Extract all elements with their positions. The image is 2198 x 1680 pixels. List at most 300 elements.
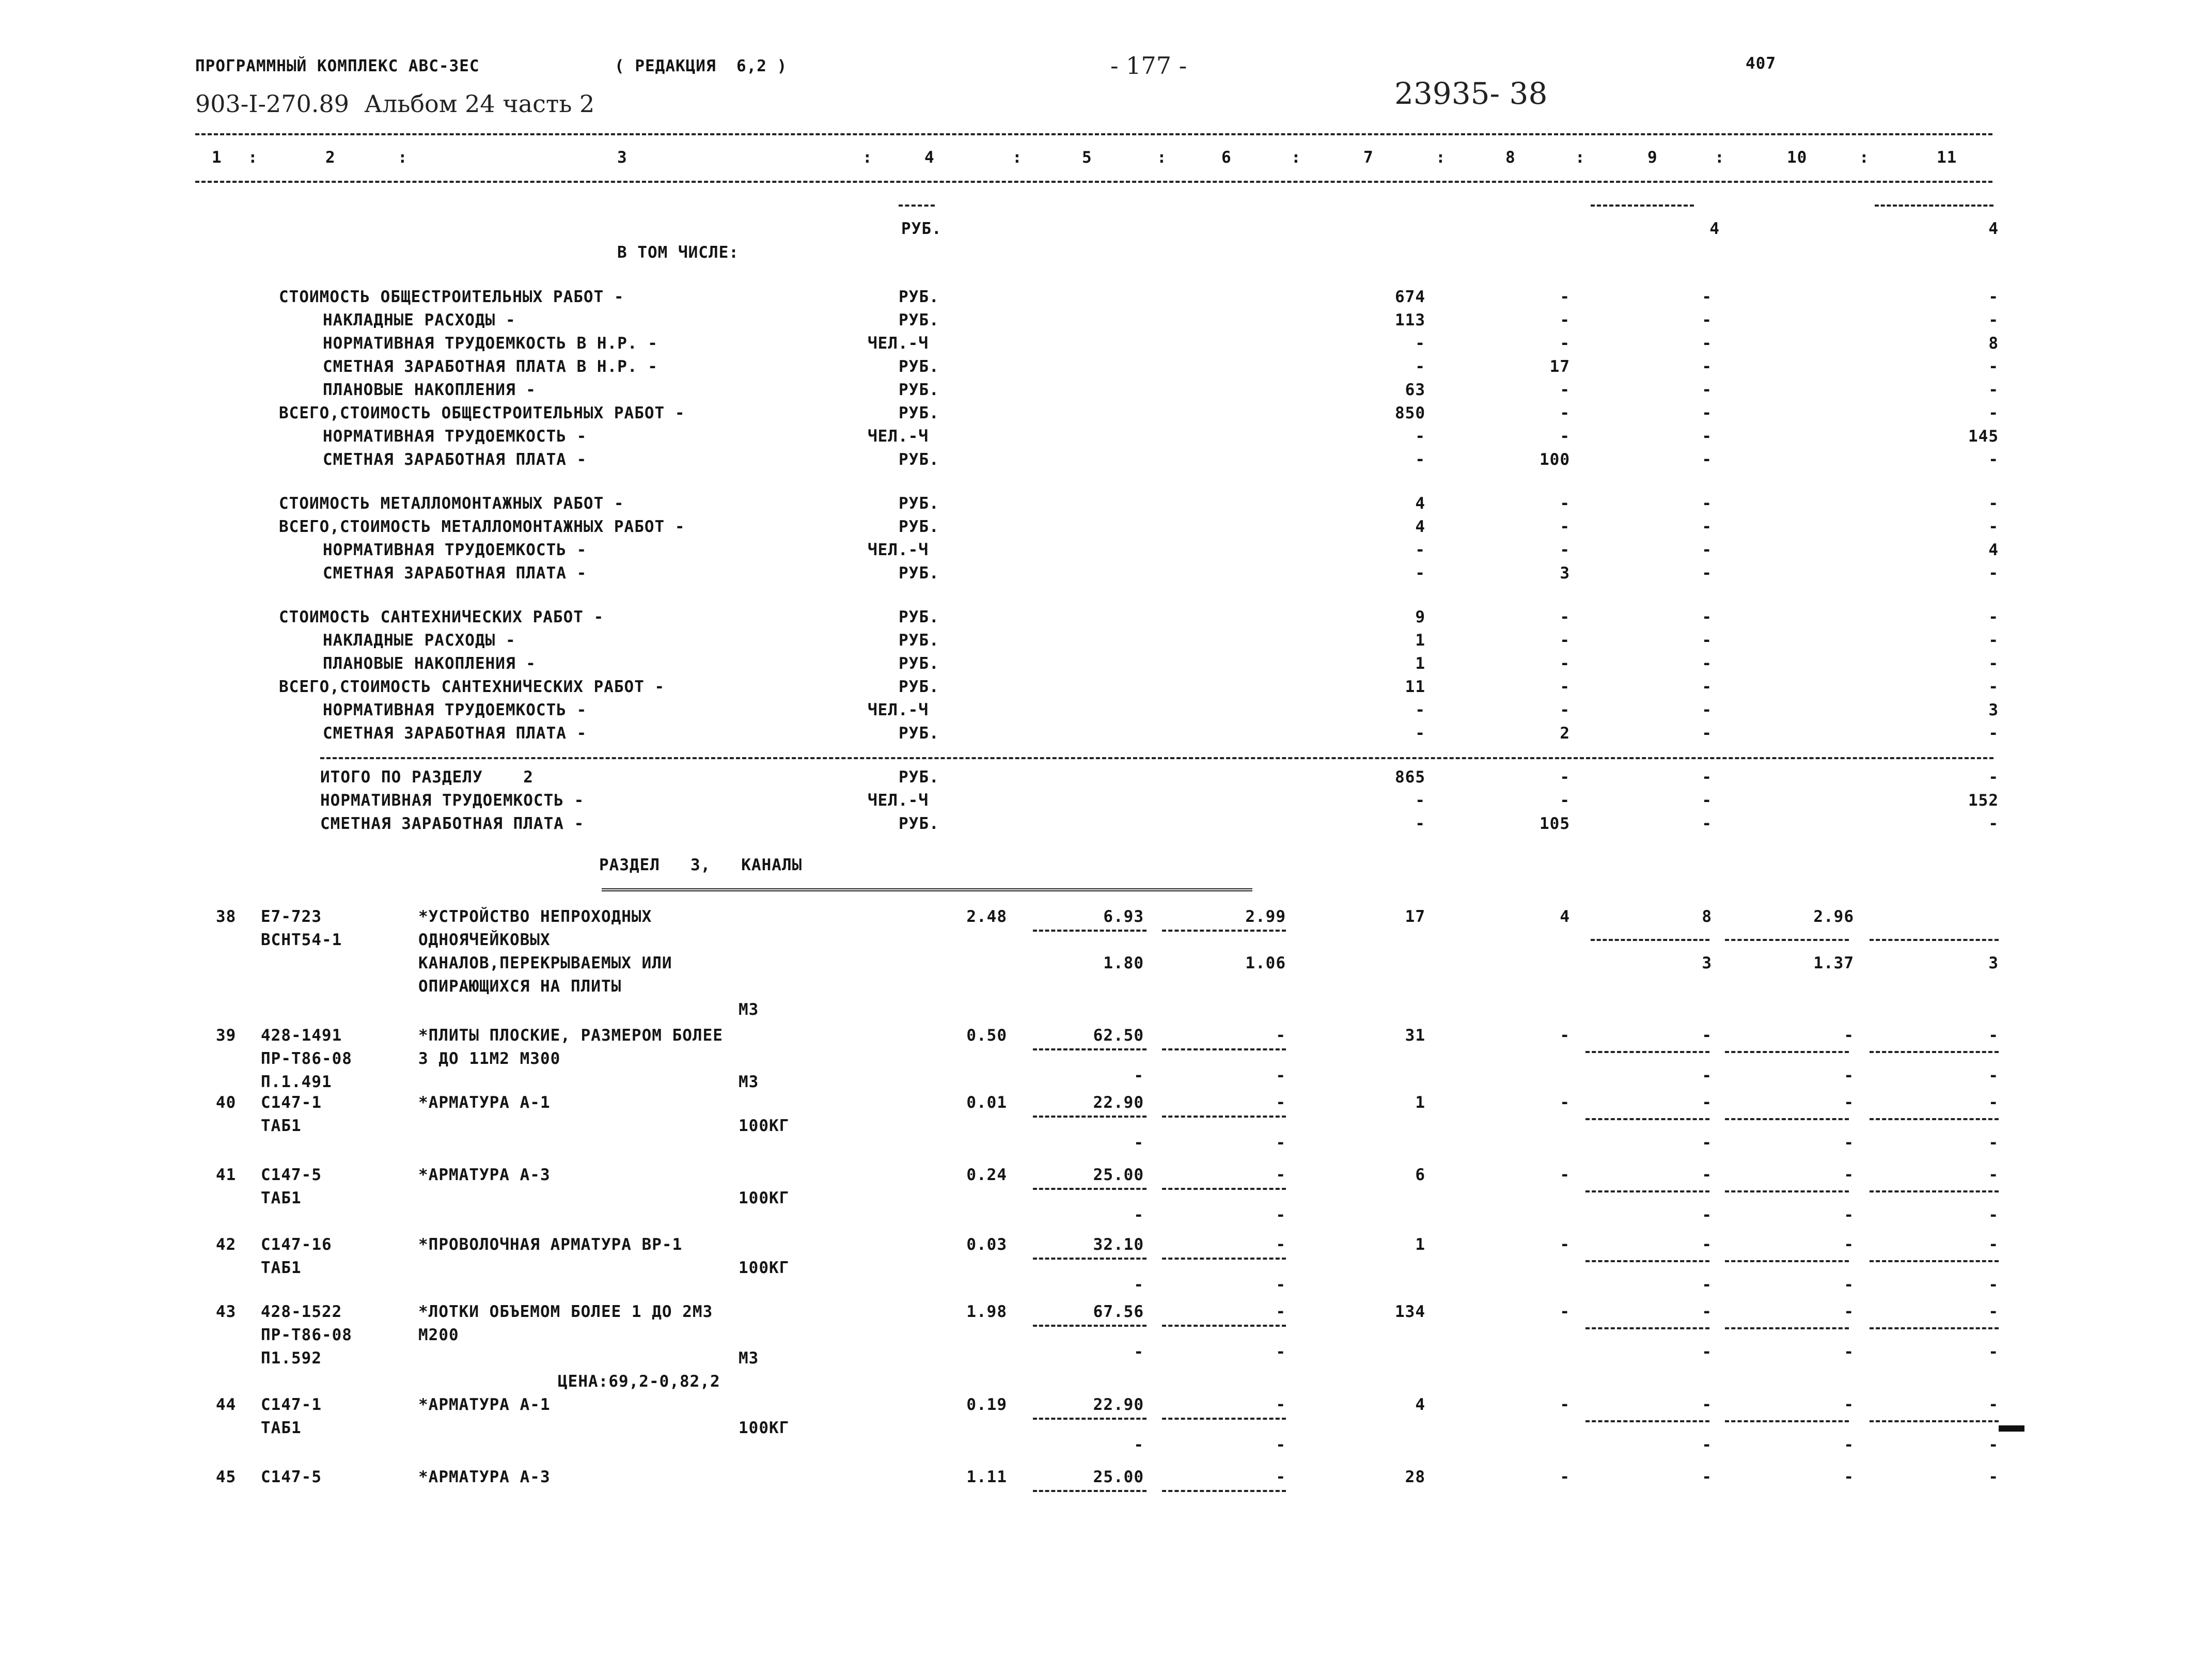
summary-row-label: СМЕТНАЯ ЗАРАБОТНАЯ ПЛАТА - [323,450,587,469]
item-unit: М3 [739,1073,759,1091]
summary-row-label: СМЕТНАЯ ЗАРАБОТНАЯ ПЛАТА В Н.Р. - [323,357,658,376]
summary-col8: - [1560,678,1570,696]
item-col8: - [1560,1395,1570,1414]
item-code-2: ВСНТ54-1 [261,931,342,949]
page-number: - 177 - [1110,52,1187,80]
total-col11: - [1988,768,1999,787]
summary-col9: - [1702,450,1712,469]
column-separator: : [398,148,408,167]
including-label: В ТОМ ЧИСЛЕ: [617,243,739,262]
item-unit: 100КГ [739,1117,790,1135]
item-col10-b: - [1844,1134,1854,1152]
summary-col8: - [1560,404,1570,422]
summary-col7: - [1415,357,1425,376]
item-col6: - [1276,1166,1286,1184]
item-col5-b: - [1134,1343,1144,1361]
total-row-label: НОРМАТИВНАЯ ТРУДОЕМКОСТЬ - [320,791,585,810]
total-col8: - [1560,791,1570,810]
item-col9-b: - [1702,1436,1712,1454]
item-unit: 100КГ [739,1189,790,1207]
summary-row-unit: ЧЕЛ.-Ч [868,701,929,719]
cell-rule [1033,1258,1147,1260]
column-header-3: 3 [617,148,627,167]
item-col10: - [1844,1235,1854,1254]
scan-mark [1999,1425,2024,1432]
summary-col8: - [1560,608,1570,626]
item-col10-b: - [1844,1276,1854,1294]
item-description: 3 ДО 11М2 М300 [418,1049,561,1068]
item-col6: - [1276,1026,1286,1045]
column-header-6: 6 [1221,148,1232,167]
item-col5: 67.56 [1093,1302,1144,1321]
item-col9: - [1702,1395,1712,1414]
item-col6-b: - [1276,1134,1286,1152]
summary-col7: 4 [1415,494,1425,513]
item-col9-b: 3 [1702,954,1712,972]
item-code-2: ТАБ1 [261,1117,302,1135]
item-number: 44 [216,1395,237,1414]
item-description: *АРМАТУРА А-1 [418,1395,551,1414]
top-col11: 4 [1988,219,1999,238]
item-col6: - [1276,1093,1286,1112]
item-col4: 1.98 [966,1302,1007,1321]
cell-rule [1033,1048,1147,1050]
column-header-4: 4 [924,148,935,167]
cell-rule [1033,1325,1147,1327]
item-col5: 32.10 [1093,1235,1144,1254]
summary-row-unit: РУБ. [899,450,939,469]
summary-row-label: СТОИМОСТЬ ОБЩЕСТРОИТЕЛЬНЫХ РАБОТ - [279,288,624,306]
summary-col11: - [1988,450,1999,469]
cell-rule [1870,1190,1999,1192]
summary-row-unit: РУБ. [899,608,939,626]
item-col7: 1 [1415,1235,1425,1254]
summary-col8: 100 [1540,450,1570,469]
summary-col9: - [1702,334,1712,353]
summary-row-label: СМЕТНАЯ ЗАРАБОТНАЯ ПЛАТА - [323,564,587,583]
summary-col9: - [1702,631,1712,650]
item-col11-b: - [1988,1343,1999,1361]
small-rule [1591,205,1694,207]
item-number: 45 [216,1468,237,1486]
item-col6-b: - [1276,1276,1286,1294]
item-col10-b: 1.37 [1813,954,1854,972]
item-col6: - [1276,1302,1286,1321]
summary-col9: - [1702,288,1712,306]
item-col11: - [1988,1235,1999,1254]
cell-rule [1162,1325,1286,1327]
summary-row-unit: РУБ. [899,724,939,743]
item-col8: - [1560,1302,1570,1321]
item-description: *УСТРОЙСТВО НЕПРОХОДНЫХ [418,907,652,926]
summary-col9: - [1702,701,1712,719]
summary-col11: - [1988,357,1999,376]
item-code-2: ТАБ1 [261,1259,302,1277]
cell-rule [1033,930,1147,932]
summary-row-label: ПЛАНОВЫЕ НАКОПЛЕНИЯ - [323,381,536,399]
summary-col8: - [1560,541,1570,559]
small-rule [899,205,935,207]
item-col10: - [1844,1093,1854,1112]
item-col11: - [1988,1093,1999,1112]
summary-col9: - [1702,517,1712,536]
cell-rule [1585,1051,1709,1053]
summary-row-label: СМЕТНАЯ ЗАРАБОТНАЯ ПЛАТА - [323,724,587,743]
summary-col11: - [1988,517,1999,536]
total-col11: - [1988,814,1999,833]
summary-col7: 1 [1415,631,1425,650]
total-row-unit: ЧЕЛ.-Ч [868,791,929,810]
section3-title: РАЗДЕЛ 3, КАНАЛЫ [599,856,803,874]
summary-col9: - [1702,564,1712,583]
item-description: *ПЛИТЫ ПЛОСКИЕ, РАЗМЕРОМ БОЛЕЕ [418,1026,723,1045]
item-number: 39 [216,1026,237,1045]
column-header-8: 8 [1505,148,1516,167]
item-number: 43 [216,1302,237,1321]
summary-col9: - [1702,724,1712,743]
item-code: С147-5 [261,1468,322,1486]
item-col8: - [1560,1166,1570,1184]
column-header-10: 10 [1787,148,1808,167]
cell-rule [1162,930,1286,932]
cell-rule [1870,1260,1999,1262]
item-col11: - [1988,1302,1999,1321]
column-header-5: 5 [1082,148,1092,167]
item-description: *АРМАТУРА А-3 [418,1468,551,1486]
item-description: КАНАЛОВ,ПЕРЕКРЫВАЕМЫХ ИЛИ [418,954,672,972]
item-col11: - [1988,1468,1999,1486]
summary-row-unit: РУБ. [899,381,939,399]
item-col5: 22.90 [1093,1395,1144,1414]
item-code: Е7-723 [261,907,322,926]
summary-col8: - [1560,631,1570,650]
cell-rule [1591,939,1709,941]
item-col4: 0.03 [966,1235,1007,1254]
summary-col8: - [1560,517,1570,536]
item-col8: 4 [1560,907,1570,926]
item-col4: 0.50 [966,1026,1007,1045]
program-title: ПРОГРАММНЫЙ КОМПЛЕКС АВС-ЗЕС [195,57,480,75]
column-separator: : [1012,148,1023,167]
total-row-unit: РУБ. [899,768,939,787]
item-col7: 31 [1405,1026,1425,1045]
summary-col11: - [1988,288,1999,306]
item-col6: - [1276,1468,1286,1486]
item-col5-b: 1.80 [1103,954,1144,972]
cell-rule [1725,1051,1849,1053]
summary-col7: 850 [1395,404,1425,422]
item-col4: 1.11 [966,1468,1007,1486]
item-col7: 134 [1395,1302,1425,1321]
cell-rule [1585,1420,1709,1422]
item-col6-b: - [1276,1066,1286,1085]
item-col6-b: - [1276,1436,1286,1454]
cell-rule [1585,1118,1709,1120]
summary-col11: - [1988,654,1999,673]
summary-col11: 4 [1988,541,1999,559]
item-col5-b: - [1134,1276,1144,1294]
item-unit: М3 [739,1349,759,1368]
summary-row-label: СТОИМОСТЬ МЕТАЛЛОМОНТАЖНЫХ РАБОТ - [279,494,624,513]
item-col11-b: - [1988,1134,1999,1152]
item-col9: 8 [1702,907,1712,926]
total-col7: - [1415,814,1425,833]
summary-col11: - [1988,564,1999,583]
summary-col11: 145 [1968,427,1999,446]
summary-col11: 8 [1988,334,1999,353]
cell-rule [1033,1418,1147,1420]
summary-row-label: ВСЕГО,СТОИМОСТЬ ОБЩЕСТРОИТЕЛЬНЫХ РАБОТ - [279,404,685,422]
item-code: С147-16 [261,1235,332,1254]
item-description: ОПИРАЮЩИХСЯ НА ПЛИТЫ [418,977,622,996]
cell-rule [1870,1118,1999,1120]
total-col11: 152 [1968,791,1999,810]
item-col5-b: - [1134,1206,1144,1224]
total-row-unit: РУБ. [899,814,939,833]
item-col11: - [1988,1166,1999,1184]
summary-col9: - [1702,654,1712,673]
summary-row-unit: РУБ. [899,517,939,536]
item-col9: - [1702,1166,1712,1184]
item-code: 428-1522 [261,1302,342,1321]
summary-row-unit: ЧЕЛ.-Ч [868,541,929,559]
summary-col8: - [1560,381,1570,399]
summary-col8: - [1560,654,1570,673]
item-unit: 100КГ [739,1259,790,1277]
cell-rule [1033,1116,1147,1118]
summary-col8: - [1560,494,1570,513]
summary-col11: - [1988,678,1999,696]
item-col4: 0.19 [966,1395,1007,1414]
column-header-2: 2 [325,148,336,167]
summary-row-label: НАКЛАДНЫЕ РАСХОДЫ - [323,631,516,650]
section3-title-underline [602,888,1252,891]
summary-col9: - [1702,357,1712,376]
summary-col9: - [1702,427,1712,446]
summary-col9: - [1702,494,1712,513]
cell-rule [1162,1258,1286,1260]
summary-col7: 9 [1415,608,1425,626]
item-code: С147-1 [261,1395,322,1414]
item-col8: - [1560,1093,1570,1112]
item-col10: - [1844,1026,1854,1045]
item-col9: - [1702,1026,1712,1045]
summary-col9: - [1702,311,1712,329]
item-code-2: ПР-Т86-08 [261,1049,352,1068]
item-number: 38 [216,907,237,926]
item-code: 428-1491 [261,1026,342,1045]
total-col8: 105 [1540,814,1570,833]
item-description: *АРМАТУРА А-3 [418,1166,551,1184]
cell-rule [1162,1116,1286,1118]
summary-col11: - [1988,724,1999,743]
item-price-note: ЦЕНА:69,2-0,82,2 [558,1372,720,1391]
item-col9: - [1702,1093,1712,1112]
summary-col7: 1 [1415,654,1425,673]
summary-col7: - [1415,541,1425,559]
summary-col8: - [1560,334,1570,353]
summary-row-label: ВСЕГО,СТОИМОСТЬ САНТЕХНИЧЕСКИХ РАБОТ - [279,678,665,696]
summary-row-unit: ЧЕЛ.-Ч [868,427,929,446]
summary-col9: - [1702,678,1712,696]
cell-rule [1162,1188,1286,1190]
summary-col7: - [1415,564,1425,583]
item-code: С147-5 [261,1166,322,1184]
cell-rule [1870,1051,1999,1053]
small-rule [1875,205,1993,207]
summary-row-label: НОРМАТИВНАЯ ТРУДОЕМКОСТЬ В Н.Р. - [323,334,658,353]
summary-col11: 3 [1988,701,1999,719]
item-code-2: ТАБ1 [261,1189,302,1207]
summary-col11: - [1988,381,1999,399]
column-separator: : [1436,148,1446,167]
summary-row-unit: РУБ. [899,311,939,329]
column-header-7: 7 [1363,148,1374,167]
item-col7: 17 [1405,907,1425,926]
item-description: ОДНОЯЧЕЙКОВЫХ [418,931,551,949]
total-col8: - [1560,768,1570,787]
document-number: 23935- 38 [1394,76,1548,111]
cell-rule [1585,1190,1709,1192]
item-col9-b: - [1702,1134,1712,1152]
summary-row-label: ВСЕГО,СТОИМОСТЬ МЕТАЛЛОМОНТАЖНЫХ РАБОТ - [279,517,685,536]
item-col5: 6.93 [1103,907,1144,926]
right-number: 407 [1746,54,1776,73]
album-label: 903-I-270.89 Альбом 24 часть 2 [195,90,595,118]
column-separator: : [1291,148,1301,167]
item-col8: - [1560,1235,1570,1254]
cell-rule [1870,939,1999,941]
top-col9: 4 [1709,219,1720,238]
item-col11-b: 3 [1988,954,1999,972]
summary-col8: 2 [1560,724,1570,743]
item-col11-b: - [1988,1436,1999,1454]
item-col7: 4 [1415,1395,1425,1414]
summary-col8: - [1560,288,1570,306]
item-col6: - [1276,1235,1286,1254]
item-col11: - [1988,1026,1999,1045]
summary-col7: - [1415,427,1425,446]
item-col11-b: - [1988,1066,1999,1085]
summary-col7: 63 [1405,381,1425,399]
item-number: 40 [216,1093,237,1112]
section-total-rule [320,757,1993,759]
item-col10: - [1844,1302,1854,1321]
summary-row-unit: РУБ. [899,564,939,583]
cell-rule [1725,1327,1849,1329]
item-code-3: П.1.491 [261,1073,332,1091]
summary-row-label: СТОИМОСТЬ САНТЕХНИЧЕСКИХ РАБОТ - [279,608,604,626]
item-col8: - [1560,1468,1570,1486]
edition-label: ( РЕДАКЦИЯ 6,2 ) [615,57,788,75]
summary-col11: - [1988,608,1999,626]
item-number: 42 [216,1235,237,1254]
column-separator: : [1157,148,1167,167]
summary-col7: - [1415,724,1425,743]
item-col4: 2.48 [966,907,1007,926]
summary-row-unit: ЧЕЛ.-Ч [868,334,929,353]
summary-col11: - [1988,404,1999,422]
summary-col8: - [1560,701,1570,719]
top-unit: РУБ. [901,219,942,238]
summary-col11: - [1988,494,1999,513]
cell-rule [1870,1327,1999,1329]
item-col6-b: 1.06 [1245,954,1286,972]
item-col5-b: - [1134,1066,1144,1085]
item-col6-b: - [1276,1343,1286,1361]
item-col7: 28 [1405,1468,1425,1486]
item-col10-b: - [1844,1343,1854,1361]
summary-row-label: НОРМАТИВНАЯ ТРУДОЕМКОСТЬ - [323,701,587,719]
item-col11-b: - [1988,1206,1999,1224]
item-col10-b: - [1844,1206,1854,1224]
total-col9: - [1702,768,1712,787]
summary-row-unit: РУБ. [899,494,939,513]
item-col5: 25.00 [1093,1468,1144,1486]
item-col6: 2.99 [1245,907,1286,926]
summary-row-unit: РУБ. [899,357,939,376]
cell-rule [1725,1118,1849,1120]
item-col10-b: - [1844,1066,1854,1085]
header-rule-top [195,133,1992,135]
cell-rule [1162,1048,1286,1050]
summary-col7: - [1415,334,1425,353]
item-col10-b: - [1844,1436,1854,1454]
item-code-3: П1.592 [261,1349,322,1368]
summary-col7: 113 [1395,311,1425,329]
item-col9-b: - [1702,1206,1712,1224]
summary-col8: - [1560,427,1570,446]
item-col4: 0.01 [966,1093,1007,1112]
item-description: М200 [418,1326,459,1344]
summary-col8: 17 [1549,357,1570,376]
item-col9-b: - [1702,1276,1712,1294]
item-col5: 62.50 [1093,1026,1144,1045]
column-separator: : [862,148,873,167]
item-col10: - [1844,1468,1854,1486]
item-col10: - [1844,1166,1854,1184]
column-header-11: 11 [1937,148,1957,167]
total-row-label: СМЕТНАЯ ЗАРАБОТНАЯ ПЛАТА - [320,814,585,833]
column-separator: : [1715,148,1725,167]
summary-row-label: НАКЛАДНЫЕ РАСХОДЫ - [323,311,516,329]
item-description: *АРМАТУРА А-1 [418,1093,551,1112]
item-col10: - [1844,1395,1854,1414]
item-col9: - [1702,1235,1712,1254]
summary-row-label: НОРМАТИВНАЯ ТРУДОЕМКОСТЬ - [323,541,587,559]
summary-row-unit: РУБ. [899,678,939,696]
item-col9-b: - [1702,1343,1712,1361]
item-code-2: ПР-Т86-08 [261,1326,352,1344]
summary-col11: - [1988,631,1999,650]
cell-rule [1725,939,1849,941]
summary-row-unit: РУБ. [899,288,939,306]
item-description: *ПРОВОЛОЧНАЯ АРМАТУРА ВР-1 [418,1235,683,1254]
item-col6: - [1276,1395,1286,1414]
item-col9-b: - [1702,1066,1712,1085]
summary-col7: - [1415,701,1425,719]
summary-row-unit: РУБ. [899,631,939,650]
summary-col9: - [1702,404,1712,422]
total-row-label: ИТОГО ПО РАЗДЕЛУ 2 [320,768,533,787]
item-col11: - [1988,1395,1999,1414]
column-header-1: 1 [212,148,222,167]
item-unit: М3 [739,1000,759,1019]
cell-rule [1585,1327,1709,1329]
summary-col9: - [1702,608,1712,626]
cell-rule [1725,1260,1849,1262]
item-col4: 0.24 [966,1166,1007,1184]
